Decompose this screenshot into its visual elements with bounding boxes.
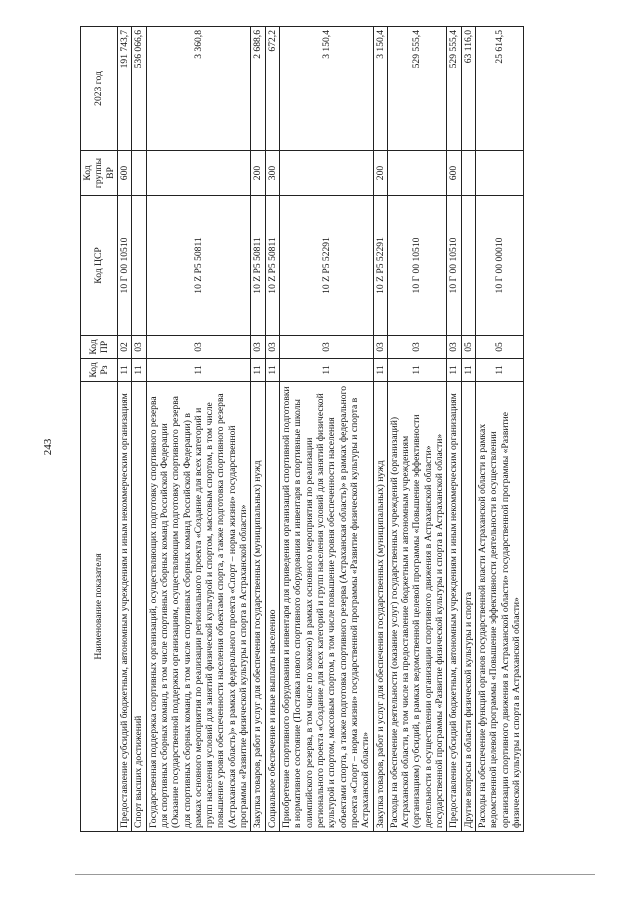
row-name: Другие вопросы в области физической культуры и спорта xyxy=(461,382,475,832)
row-csr: 10 Г 00 00010 xyxy=(476,196,524,336)
header-vr: Код группы ВР xyxy=(81,151,118,196)
table-row xyxy=(373,27,387,832)
table-row xyxy=(461,27,475,832)
row-value: 63 116,0 xyxy=(461,27,475,151)
table-row xyxy=(265,27,279,832)
row-vr: 300 xyxy=(265,151,279,196)
row-name: Расходы на обеспечение функций органов государственной власти Астраханской области в рамках ведомственной целевой программы «Повышение эффективности деятельности в осуществлении организации спортивного движения в Астраханской области» государственной программы «Развитие физической культуры и спорта в Астраханской области» xyxy=(476,382,524,832)
row-vr: 600 xyxy=(117,151,131,196)
row-pr: 03 xyxy=(251,336,265,359)
row-csr: 10 Z P5 50811 xyxy=(265,196,279,336)
row-name: Приобретение спортивного оборудования и инвентаря для приведения организаций спортивной подготовки в нормативное состояние (Поставка нового спортивного оборудования и инвентаря в спортивные школы олимпийского резерва, в том числе по хоккею) в рамках основного мероприятия по реализации регионального проекта «Создание для всех категорий и групп населения условий для занятий физической культурой и спортом, массовым спортом, в том числе повышение уровня обеспеченности населения объектами спорта, а также подготовка спортивного резерва (Астраханская область)» в рамках федерального проекта «Спорт – норма жизни» государственной программы «Развитие физической культуры и спорта в Астраханской области» xyxy=(280,382,374,832)
row-name: Расходы на обеспечение деятельности (оказание услуг) государственных учреждений (организаций) Астраханской области, в том числе на предоставление бюджетным и автономным учреждениям (организациям) субсидий, в рамках ведомственной целевой программы «Повышение эффективности деятельности в осуществлении организации спортивного движения в Астраханской области» государственной программы «Развитие физической культуры и спорта в Астраханской области» xyxy=(387,382,447,832)
budget-table xyxy=(80,26,524,832)
row-csr: 10 Г 00 10510 xyxy=(387,196,447,336)
row-pr: 03 xyxy=(280,336,374,359)
row-value: 191 743,7 xyxy=(117,27,131,151)
header-pr: Код ПР xyxy=(81,336,118,359)
row-csr: 10 Z P5 52291 xyxy=(373,196,387,336)
row-name: Предоставление субсидий бюджетным, автономным учреждениям и иным некоммерческим организациям xyxy=(447,382,461,832)
header-rz: Код Рз xyxy=(81,359,118,382)
row-csr: 10 Z P5 52291 xyxy=(280,196,374,336)
row-vr xyxy=(132,151,146,196)
row-rz: 11 xyxy=(132,359,146,382)
table-row xyxy=(117,27,131,832)
row-value: 536 066,6 xyxy=(132,27,146,151)
row-vr xyxy=(476,151,524,196)
header-name: Наименование показателя xyxy=(81,382,118,832)
header-year: 2023 год xyxy=(81,27,118,151)
row-pr: 02 xyxy=(117,336,131,359)
row-pr: 03 xyxy=(132,336,146,359)
page-number: 243 xyxy=(42,438,54,456)
row-rz: 11 xyxy=(476,359,524,382)
row-value: 3 360,8 xyxy=(146,27,251,151)
row-vr: 600 xyxy=(447,151,461,196)
row-rz: 11 xyxy=(447,359,461,382)
row-pr: 03 xyxy=(447,336,461,359)
page-bottom-divider xyxy=(75,874,595,875)
table-row xyxy=(132,27,146,832)
row-csr: 10 Г 00 10510 xyxy=(447,196,461,336)
row-rz: 11 xyxy=(265,359,279,382)
table-row xyxy=(146,27,251,832)
row-value: 2 688,6 xyxy=(251,27,265,151)
table-row xyxy=(387,27,447,832)
row-pr: 05 xyxy=(461,336,475,359)
row-pr: 03 xyxy=(265,336,279,359)
row-rz: 11 xyxy=(251,359,265,382)
row-name: Государственная поддержка спортивных организаций, осуществляющих подготовку спортивного резерва для спортивных сборных команд, в том числе спортивных сборных команд Российской Федерации (Оказание государственной поддержки организациям, осуществляющим подготовку спортивного резерва для спортивных сборных команд, в том числе спортивных сборных команд Российской Федерации) в рамках основного мероприятия по реализации регионального проекта «Создание для всех категорий и групп населения условий для занятий физической культурой и спортом, массовым спортом, в том числе повышение уровня обеспеченности населения объектами спорта, а также подготовка спортивного резерва (Астраханская область)» в рамках федерального проекта «Спорт – норма жизни» государственной программы «Развитие физической культуры и спорта в Астраханской области» xyxy=(146,382,251,832)
row-name: Предоставление субсидий бюджетным, автономным учреждениям и иным некоммерческим организациям xyxy=(117,382,131,832)
row-name: Социальное обеспечение и иные выплаты населению xyxy=(265,382,279,832)
row-pr: 05 xyxy=(476,336,524,359)
row-rz: 11 xyxy=(280,359,374,382)
row-name: Закупка товаров, работ и услуг для обеспечения государственных (муниципальных) нужд xyxy=(251,382,265,832)
table-row xyxy=(280,27,374,832)
header-csr: Код ЦСР xyxy=(81,196,118,336)
row-csr: 10 Z P5 50811 xyxy=(251,196,265,336)
row-name: Закупка товаров, работ и услуг для обеспечения государственных (муниципальных) нужд xyxy=(373,382,387,832)
row-value: 25 614,5 xyxy=(476,27,524,151)
rotated-page-content xyxy=(80,27,640,832)
row-csr xyxy=(132,196,146,336)
row-value: 529 555,4 xyxy=(387,27,447,151)
row-vr xyxy=(461,151,475,196)
row-csr xyxy=(461,196,475,336)
row-csr: 10 Z P5 50811 xyxy=(146,196,251,336)
row-csr: 10 Г 00 10510 xyxy=(117,196,131,336)
table-row xyxy=(447,27,461,832)
row-value: 3 150,4 xyxy=(373,27,387,151)
table-row xyxy=(251,27,265,832)
row-pr: 03 xyxy=(373,336,387,359)
row-rz: 11 xyxy=(387,359,447,382)
row-rz: 11 xyxy=(373,359,387,382)
row-vr: 200 xyxy=(251,151,265,196)
row-rz: 11 xyxy=(461,359,475,382)
row-value: 529 555,4 xyxy=(447,27,461,151)
row-rz: 11 xyxy=(117,359,131,382)
row-vr xyxy=(387,151,447,196)
row-pr: 03 xyxy=(146,336,251,359)
row-value: 672,2 xyxy=(265,27,279,151)
table-header-row xyxy=(81,27,118,832)
row-vr: 200 xyxy=(373,151,387,196)
row-value: 3 150,4 xyxy=(280,27,374,151)
row-pr: 03 xyxy=(387,336,447,359)
row-rz: 11 xyxy=(146,359,251,382)
row-vr xyxy=(280,151,374,196)
row-vr xyxy=(146,151,251,196)
row-name: Спорт высших достижений xyxy=(132,382,146,832)
table-row xyxy=(476,27,524,832)
